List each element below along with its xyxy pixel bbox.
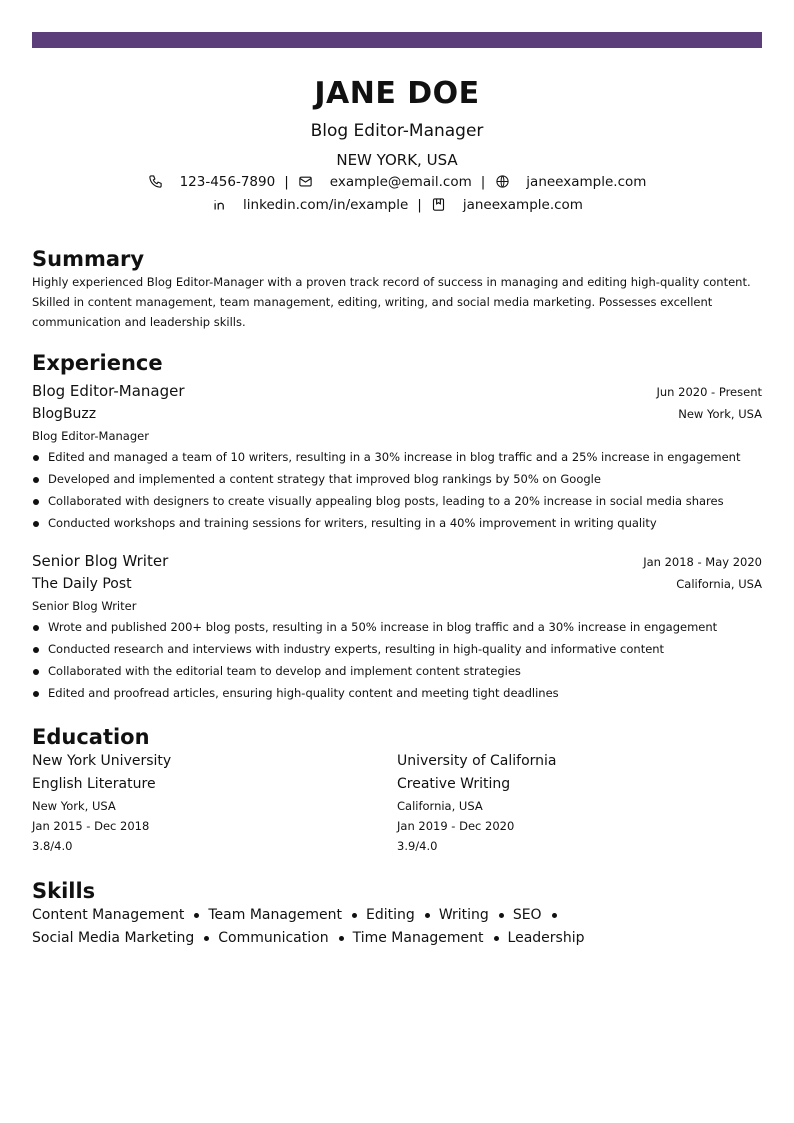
bullet-icon: [33, 521, 39, 527]
accent-bar: [32, 32, 762, 48]
candidate-location: NEW YORK, USA: [336, 151, 458, 169]
education-entry: [32, 750, 397, 856]
phone-icon: [148, 174, 164, 190]
skill-separator-icon: [552, 913, 557, 918]
job-location: California, USA: [676, 577, 762, 591]
resume-header: [32, 76, 762, 216]
skill-label: Time Management: [352, 930, 484, 946]
skills-heading: Skills: [32, 879, 96, 903]
bullet-icon: [33, 477, 39, 483]
school-gpa: 3.8/4.0: [32, 839, 73, 853]
bullet-text: Conducted workshops and training sessions for writers, resulting in a 40% improvement in writing quality: [48, 516, 657, 530]
school-location: California, USA: [397, 799, 483, 813]
skill-label: Team Management: [208, 907, 343, 923]
skill-separator-icon: [499, 913, 504, 918]
bullet-text: Conducted research and interviews with industry experts, resulting in high-quality and informative content: [48, 642, 665, 656]
bullet-text: Collaborated with designers to create visually appealing blog posts, leading to a 20% increase in social media shares: [48, 494, 724, 508]
school-dates: Jan 2015 - Dec 2018: [32, 819, 150, 833]
education-entry: [397, 750, 762, 856]
list-item: [32, 490, 762, 512]
job-bullets: [32, 616, 762, 704]
job-dates: Jun 2020 - Present: [656, 385, 762, 399]
linkedin-link[interactable]: linkedin.com/in/example: [243, 196, 409, 213]
skill-label: Social Media Marketing: [32, 930, 195, 946]
summary-text: Highly experienced Blog Editor-Manager with a proven track record of success in managing and editing high-quality content. Skilled in content management, team management, editing, writing, and social media marketing. Possesses excellent communication and leadership skills.: [32, 275, 751, 329]
education-heading: Education: [32, 725, 150, 749]
skill-separator-icon: [352, 913, 357, 918]
skill-item: [353, 927, 508, 950]
job-company: The Daily Post: [32, 576, 132, 592]
bullet-text: Collaborated with the editorial team to develop and implement content strategies: [48, 664, 521, 678]
bullet-icon: [33, 669, 39, 675]
job-entry: [32, 550, 762, 704]
contact-separator: |: [480, 173, 486, 190]
bullet-text: Edited and proofread articles, ensuring high-quality content and meeting tight deadlines: [48, 686, 559, 700]
skills-list: [32, 904, 712, 950]
school-name: University of California: [397, 753, 557, 769]
list-item: [32, 660, 762, 682]
skill-separator-icon: [339, 936, 344, 941]
phone-text[interactable]: 123-456-7890: [179, 173, 276, 190]
globe-icon: [494, 174, 510, 190]
job-location: New York, USA: [678, 407, 762, 421]
skill-item: [32, 904, 208, 927]
skill-separator-icon: [204, 936, 209, 941]
field-of-study: Creative Writing: [397, 776, 511, 792]
school-location: New York, USA: [32, 799, 116, 813]
candidate-title: Blog Editor-Manager: [310, 121, 484, 141]
portfolio-link[interactable]: janeexample.com: [462, 196, 583, 213]
job-bullets: [32, 446, 762, 534]
education-grid: [32, 750, 762, 856]
skill-item: [439, 904, 513, 927]
job-title: Senior Blog Writer: [32, 552, 169, 570]
contact-row-secondary: [32, 193, 762, 216]
bullet-icon: [33, 625, 39, 631]
school-gpa: 3.9/4.0: [397, 839, 438, 853]
summary-heading: Summary: [32, 247, 145, 271]
bookmark-icon: [431, 197, 447, 213]
email-link[interactable]: example@email.com: [329, 173, 472, 190]
bullet-icon: [33, 691, 39, 697]
bullet-icon: [33, 455, 39, 461]
skill-separator-icon: [425, 913, 430, 918]
skill-label: Leadership: [507, 930, 585, 946]
skill-item: [513, 904, 566, 927]
bullet-text: Developed and implemented a content strategy that improved blog rankings by 50% on Google: [48, 472, 601, 486]
contact-row-primary: [32, 170, 762, 193]
skill-separator-icon: [194, 913, 199, 918]
skill-label: Writing: [438, 907, 489, 923]
job-dates: Jan 2018 - May 2020: [643, 555, 762, 569]
bullet-icon: [33, 499, 39, 505]
job-role: Blog Editor-Manager: [32, 429, 149, 443]
list-item: [32, 446, 762, 468]
contact-separator: |: [417, 196, 422, 213]
skill-item: [32, 927, 218, 950]
list-item: [32, 638, 762, 660]
bullet-text: Edited and managed a team of 10 writers, resulting in a 30% increase in blog traffic and a 25% increase in engagement: [48, 450, 741, 464]
list-item: [32, 616, 762, 638]
skill-label: Editing: [366, 907, 415, 923]
skill-item: [208, 904, 366, 927]
skill-item: [218, 927, 352, 950]
skill-item: [508, 927, 585, 950]
job-title: Blog Editor-Manager: [32, 382, 185, 400]
list-item: [32, 468, 762, 490]
job-company: BlogBuzz: [32, 406, 97, 422]
experience-heading: Experience: [32, 351, 163, 375]
job-role: Senior Blog Writer: [32, 599, 137, 613]
bullet-icon: [33, 647, 39, 653]
bullet-text: Wrote and published 200+ blog posts, resulting in a 50% increase in blog traffic and a 30% increase in engagement: [48, 620, 718, 634]
candidate-name: JANE DOE: [314, 76, 480, 111]
skill-label: Communication: [218, 930, 329, 946]
resume-page: [32, 32, 762, 950]
field-of-study: English Literature: [32, 776, 156, 792]
website-link[interactable]: janeexample.com: [526, 173, 647, 190]
skill-label: SEO: [512, 907, 542, 923]
linkedin-icon: [211, 197, 227, 213]
skill-separator-icon: [494, 936, 499, 941]
school-name: New York University: [32, 753, 172, 769]
school-dates: Jan 2019 - Dec 2020: [397, 819, 515, 833]
skill-item: [366, 904, 439, 927]
job-entry: [32, 380, 762, 534]
list-item: [32, 682, 762, 704]
list-item: [32, 512, 762, 534]
contact-separator: |: [284, 173, 289, 190]
email-icon: [298, 174, 314, 190]
skill-label: Content Management: [32, 907, 185, 923]
